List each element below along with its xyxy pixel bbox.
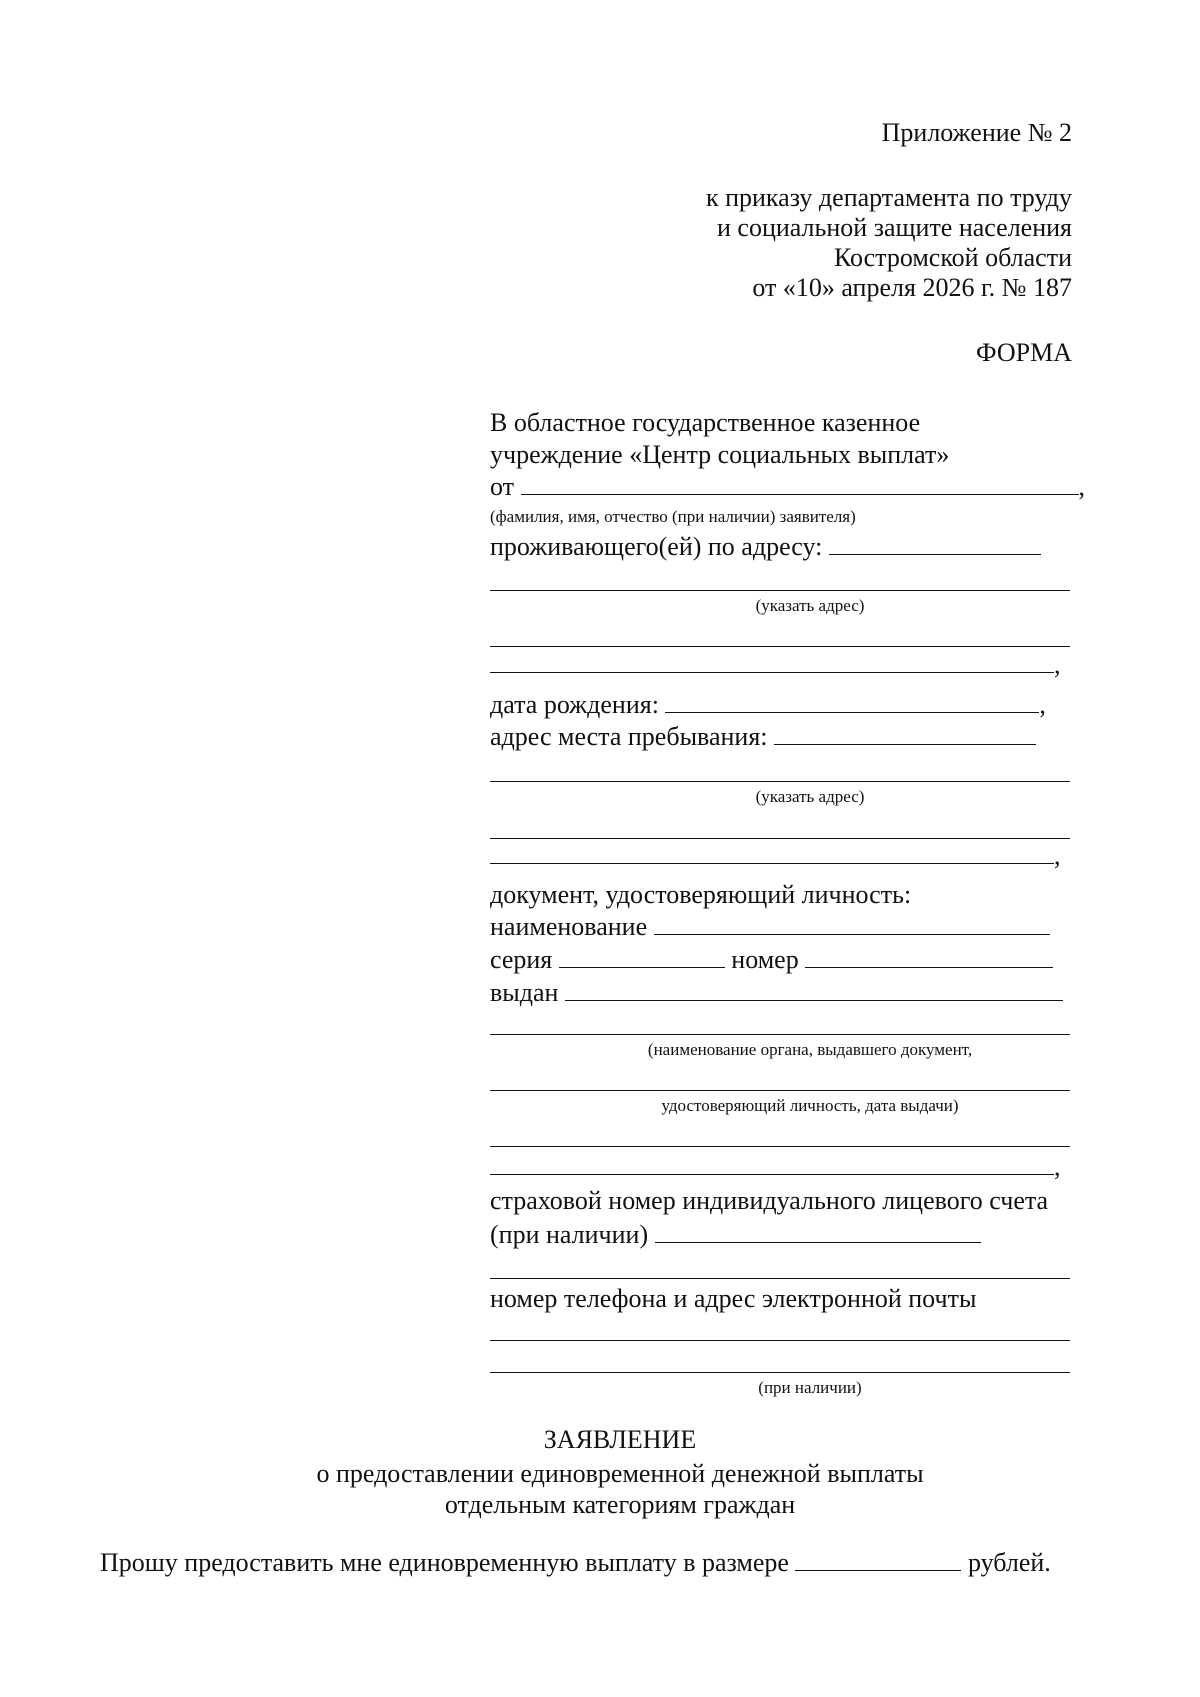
residence-address-line-4[interactable] (490, 652, 1054, 673)
snils-label-2: (при наличии) (490, 1220, 649, 1249)
appendix-number: Приложение № 2 (881, 118, 1072, 147)
issued-row (490, 978, 1063, 1008)
stay-row (490, 722, 1036, 752)
form-label: ФОРМА (976, 338, 1072, 367)
snils-label-1: страховой номер индивидуального лицевого счета (490, 1186, 1049, 1215)
contact-label: номер телефона и адрес электронной почты (490, 1284, 977, 1313)
birth-label: дата рождения: (490, 690, 659, 719)
contact-hint: (при наличии) (758, 1378, 862, 1397)
birth-row (490, 690, 1046, 720)
statement-subtitle-2: отдельным категориям граждан (444, 1490, 796, 1519)
applicant-hint: (фамилия, имя, отчество (при наличии) заявителя) (490, 507, 856, 526)
stay-address-line-2[interactable] (490, 781, 1070, 782)
order-line-2: и социальной защите населения (716, 213, 1072, 242)
residence-address-hint: (указать адрес) (755, 596, 865, 615)
statement-title: ЗАЯВЛЕНИЕ (543, 1425, 697, 1454)
issuer-line-2[interactable] (490, 1090, 1070, 1091)
issuer-last-row (490, 1152, 1061, 1182)
id-doc-label: документ, удостоверяющий личность: (490, 880, 912, 909)
statement-subtitle-1: о предоставлении единовременной денежной выплаты (316, 1459, 924, 1488)
from-row (490, 472, 1085, 502)
order-line-4: от «10» апреля 2026 г. № 187 (752, 273, 1072, 302)
snils-line-2[interactable] (490, 1278, 1070, 1279)
residence-address-field[interactable] (829, 534, 1041, 555)
contact-line-1[interactable] (490, 1340, 1070, 1341)
residence-address-line-3[interactable] (490, 646, 1070, 647)
addressee-line-1: В областное государственное казенное (490, 408, 921, 437)
contact-line-2[interactable] (490, 1372, 1070, 1373)
payment-amount-field[interactable] (795, 1550, 961, 1571)
snils-field[interactable] (655, 1222, 981, 1243)
residence-comma: , (1054, 650, 1061, 679)
issuer-line-4[interactable] (490, 1154, 1054, 1175)
residence-row (490, 532, 1041, 562)
request-row (100, 1548, 1051, 1578)
birth-comma: , (1039, 690, 1046, 719)
doc-name-label: наименование (490, 912, 648, 941)
residence-last-row (490, 650, 1061, 680)
stay-address-field[interactable] (774, 724, 1036, 745)
series-number-row (490, 945, 1053, 975)
number-field[interactable] (805, 947, 1053, 968)
issued-field[interactable] (565, 980, 1063, 1001)
issuer-hint-1: (наименование органа, выдавшего документ, (647, 1040, 973, 1059)
residence-address-line-2[interactable] (490, 590, 1070, 591)
order-line-3: Костромской области (833, 243, 1072, 272)
doc-name-row (490, 912, 1050, 942)
stay-last-row (490, 841, 1061, 871)
issued-label: выдан (490, 978, 559, 1007)
number-label: номер (731, 945, 799, 974)
applicant-name-field[interactable] (521, 474, 1079, 495)
stay-comma: , (1054, 841, 1061, 870)
stay-address-hint: (указать адрес) (755, 787, 865, 806)
issuer-hint-2: удостоверяющий личность, дата выдачи) (661, 1096, 959, 1115)
series-label: серия (490, 945, 553, 974)
stay-address-line-3[interactable] (490, 838, 1070, 839)
issuer-comma: , (1054, 1152, 1061, 1181)
stay-address-line-4[interactable] (490, 843, 1054, 864)
issuer-line-3[interactable] (490, 1146, 1070, 1147)
stay-label: адрес места пребывания: (490, 722, 768, 751)
currency-label: рублей. (967, 1548, 1051, 1577)
doc-name-field[interactable] (654, 914, 1050, 935)
from-label: от (490, 472, 515, 501)
series-field[interactable] (559, 947, 725, 968)
from-comma: , (1078, 472, 1086, 501)
issuer-line-1[interactable] (490, 1034, 1070, 1035)
order-line-1: к приказу департамента по труду (705, 183, 1072, 212)
birth-date-field[interactable] (665, 692, 1039, 713)
request-text: Прошу предоставить мне единовременную выплату в размере (100, 1548, 789, 1577)
addressee-line-2: учреждение «Центр социальных выплат» (490, 440, 950, 469)
snils-row (490, 1220, 981, 1250)
residence-label: проживающего(ей) по адресу: (490, 532, 823, 561)
